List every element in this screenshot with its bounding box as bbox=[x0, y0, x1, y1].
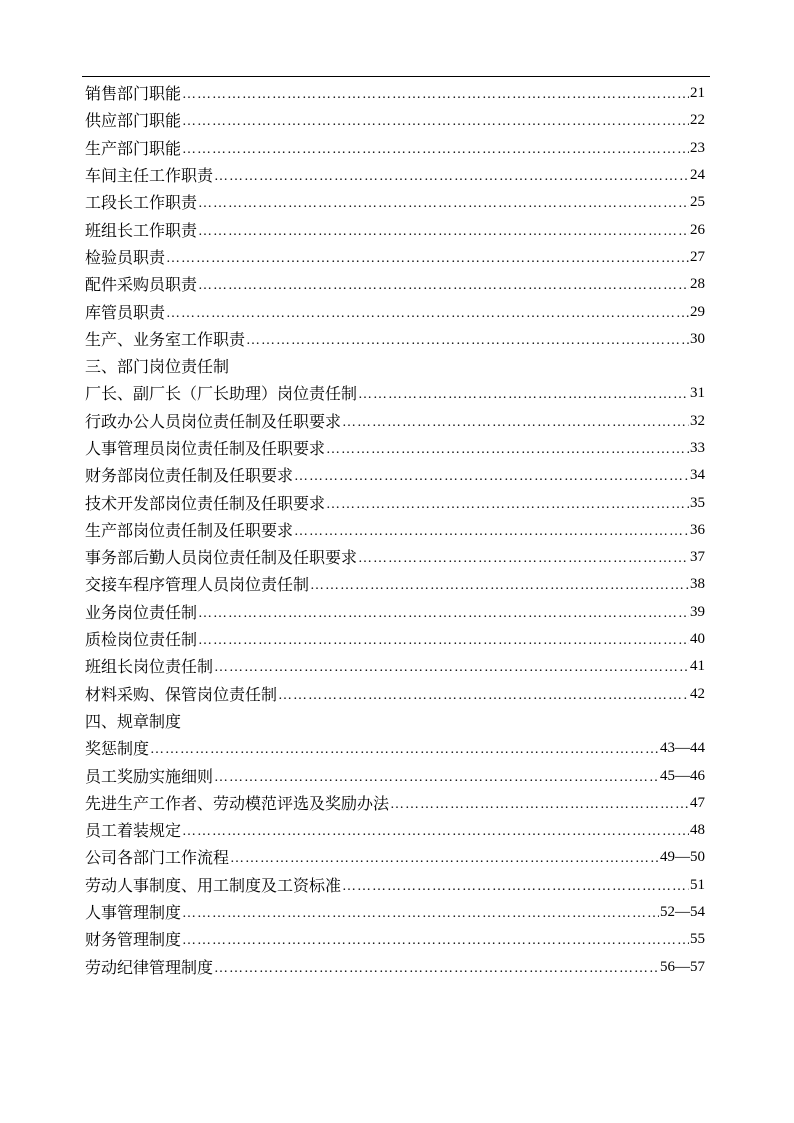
dot-leader bbox=[166, 245, 689, 271]
toc-entry[interactable] bbox=[85, 462, 705, 489]
dot-leader bbox=[326, 436, 689, 462]
dot-leader bbox=[310, 572, 689, 598]
toc-entry-title: 厂长、副厂长（厂长助理）岗位责任制 bbox=[85, 384, 358, 404]
dot-leader bbox=[326, 491, 689, 517]
dot-leader bbox=[294, 463, 689, 489]
dot-leader bbox=[150, 736, 659, 762]
toc-entry[interactable] bbox=[85, 326, 705, 353]
dot-leader bbox=[198, 272, 689, 298]
toc-entry-page: 37 bbox=[690, 549, 705, 566]
toc-entry[interactable] bbox=[85, 244, 705, 271]
dot-leader bbox=[214, 654, 689, 680]
toc-entry-page: 52—54 bbox=[660, 904, 705, 921]
dot-leader bbox=[198, 627, 689, 653]
toc-entry[interactable] bbox=[85, 435, 705, 462]
dot-leader bbox=[182, 900, 659, 926]
toc-entry[interactable] bbox=[85, 899, 705, 926]
toc-entry-page: 47 bbox=[690, 794, 705, 811]
toc-entry-page: 43—44 bbox=[660, 740, 705, 757]
dot-leader bbox=[358, 381, 689, 407]
toc-entry[interactable] bbox=[85, 571, 705, 598]
toc-entry-page: 34 bbox=[690, 467, 705, 484]
toc-entry-title: 质检岗位责任制 bbox=[85, 630, 198, 650]
toc-entry[interactable] bbox=[85, 271, 705, 298]
toc-entry[interactable] bbox=[85, 599, 705, 626]
toc-entry-title: 先进生产工作者、劳动模范评选及奖励办法 bbox=[85, 793, 390, 813]
toc-entry-title: 配件采购员职责 bbox=[85, 275, 198, 295]
toc-entry-title: 交接车程序管理人员岗位责任制 bbox=[85, 575, 310, 595]
toc-entry-title: 材料采购、保管岗位责任制 bbox=[85, 684, 278, 704]
dot-leader bbox=[342, 409, 689, 435]
toc-entry-page: 22 bbox=[690, 112, 705, 129]
toc-entry-title: 劳动人事制度、用工制度及工资标准 bbox=[85, 875, 342, 895]
section-heading: 四、规章制度 bbox=[85, 711, 182, 731]
toc-entry-title: 班组长工作职责 bbox=[85, 220, 198, 240]
dot-leader bbox=[214, 955, 659, 981]
dot-leader bbox=[198, 600, 689, 626]
toc-entry[interactable] bbox=[85, 790, 705, 817]
toc-entry-page: 25 bbox=[690, 194, 705, 211]
toc-entry-title: 员工奖励实施细则 bbox=[85, 766, 214, 786]
toc-entry-page: 29 bbox=[690, 303, 705, 320]
toc-entry-title: 公司各部门工作流程 bbox=[85, 848, 230, 868]
toc-entry-page: 40 bbox=[690, 631, 705, 648]
toc-entry-title: 劳动纪律管理制度 bbox=[85, 957, 214, 977]
toc-entry-title: 人事管理制度 bbox=[85, 903, 182, 923]
toc-entry-title: 生产部门职能 bbox=[85, 138, 182, 158]
toc-entry-title: 人事管理员岗位责任制及任职要求 bbox=[85, 439, 326, 458]
dot-leader bbox=[358, 545, 689, 571]
toc-entry-title: 业务岗位责任制 bbox=[85, 602, 198, 622]
toc-entry-page: 24 bbox=[690, 167, 705, 184]
toc-entry[interactable] bbox=[85, 380, 705, 407]
header-rule bbox=[82, 76, 710, 77]
toc-entry[interactable] bbox=[85, 735, 705, 762]
toc-entry-page: 30 bbox=[690, 330, 705, 347]
toc-entry-title: 班组长岗位责任制 bbox=[85, 657, 214, 677]
toc-entry-page: 56—57 bbox=[660, 958, 705, 975]
dot-leader bbox=[294, 518, 689, 544]
toc-entry-title: 库管员职责 bbox=[85, 302, 166, 322]
toc-entry-page: 41 bbox=[690, 658, 705, 675]
toc-entry[interactable] bbox=[85, 626, 705, 653]
toc-entry-page: 48 bbox=[690, 822, 705, 839]
toc-entry-page: 42 bbox=[690, 685, 705, 702]
toc-entry-title: 车间主任工作职责 bbox=[85, 166, 214, 186]
toc-entry-page: 35 bbox=[690, 494, 705, 511]
toc-entry-title: 财务部岗位责任制及任职要求 bbox=[85, 466, 294, 486]
toc-entry[interactable] bbox=[85, 408, 705, 435]
toc-entry-page: 32 bbox=[690, 412, 705, 429]
toc-entry-page: 36 bbox=[690, 521, 705, 538]
toc-entry-title: 检验员职责 bbox=[85, 247, 166, 267]
toc-entry[interactable] bbox=[85, 162, 705, 189]
toc-entry[interactable] bbox=[85, 844, 705, 871]
dot-leader bbox=[214, 163, 689, 189]
toc-entry-page: 51 bbox=[690, 876, 705, 893]
dot-leader bbox=[182, 927, 689, 953]
toc-entry-page: 23 bbox=[690, 139, 705, 156]
toc-entry[interactable] bbox=[85, 653, 705, 680]
dot-leader bbox=[230, 845, 659, 871]
table-of-contents bbox=[85, 80, 705, 981]
dot-leader bbox=[182, 81, 689, 107]
toc-entry-title: 奖惩制度 bbox=[85, 739, 150, 759]
toc-entry[interactable] bbox=[85, 517, 705, 544]
toc-entry-title: 技术开发部岗位责任制及任职要求 bbox=[85, 493, 326, 513]
toc-entry[interactable] bbox=[85, 216, 705, 243]
toc-entry-title: 事务部后勤人员岗位责任制及任职要求 bbox=[85, 548, 358, 568]
toc-entry-page: 38 bbox=[690, 576, 705, 593]
toc-entry[interactable] bbox=[85, 298, 705, 325]
toc-entry-page: 55 bbox=[690, 931, 705, 948]
toc-entry[interactable] bbox=[85, 817, 705, 844]
toc-entry[interactable] bbox=[85, 762, 705, 789]
toc-entry[interactable] bbox=[85, 189, 705, 216]
toc-entry-title: 销售部门职能 bbox=[85, 84, 182, 104]
toc-entry-title: 员工着装规定 bbox=[85, 821, 182, 841]
toc-entry-page: 33 bbox=[690, 440, 705, 456]
toc-entry[interactable] bbox=[85, 872, 705, 899]
dot-leader bbox=[278, 682, 689, 708]
dot-leader bbox=[390, 791, 689, 817]
dot-leader bbox=[198, 190, 689, 216]
toc-entry[interactable] bbox=[85, 107, 705, 134]
toc-entry-title: 生产、业务室工作职责 bbox=[85, 329, 246, 349]
dot-leader bbox=[198, 218, 689, 244]
toc-entry-page: 45—46 bbox=[660, 767, 705, 784]
toc-entry-page: 27 bbox=[690, 248, 705, 265]
toc-entry-page: 21 bbox=[690, 85, 705, 102]
toc-entry-page: 28 bbox=[690, 276, 705, 293]
toc-entry-page: 49—50 bbox=[660, 849, 705, 866]
dot-leader bbox=[214, 764, 659, 790]
toc-entry[interactable] bbox=[85, 681, 705, 708]
toc-entry-page: 31 bbox=[690, 385, 705, 402]
toc-entry[interactable] bbox=[85, 954, 705, 981]
dot-leader bbox=[182, 136, 689, 162]
toc-entry-title: 工段长工作职责 bbox=[85, 193, 198, 213]
dot-leader bbox=[246, 327, 689, 353]
toc-entry[interactable] bbox=[85, 926, 705, 953]
toc-entry-title: 生产部岗位责任制及任职要求 bbox=[85, 520, 294, 540]
toc-entry[interactable] bbox=[85, 489, 705, 516]
toc-entry-title: 财务管理制度 bbox=[85, 930, 182, 950]
toc-entry[interactable] bbox=[85, 135, 705, 162]
dot-leader bbox=[342, 873, 689, 899]
toc-entry-title: 行政办公人员岗位责任制及任职要求 bbox=[85, 411, 342, 431]
dot-leader bbox=[182, 108, 689, 134]
toc-entry-page: 26 bbox=[690, 221, 705, 238]
toc-entry[interactable] bbox=[85, 80, 705, 107]
toc-entry-title: 供应部门职能 bbox=[85, 111, 182, 131]
section-heading: 三、部门岗位责任制 bbox=[85, 356, 230, 376]
dot-leader bbox=[166, 300, 689, 326]
dot-leader bbox=[182, 818, 689, 844]
toc-entry-page: 39 bbox=[690, 603, 705, 620]
toc-entry[interactable] bbox=[85, 544, 705, 571]
